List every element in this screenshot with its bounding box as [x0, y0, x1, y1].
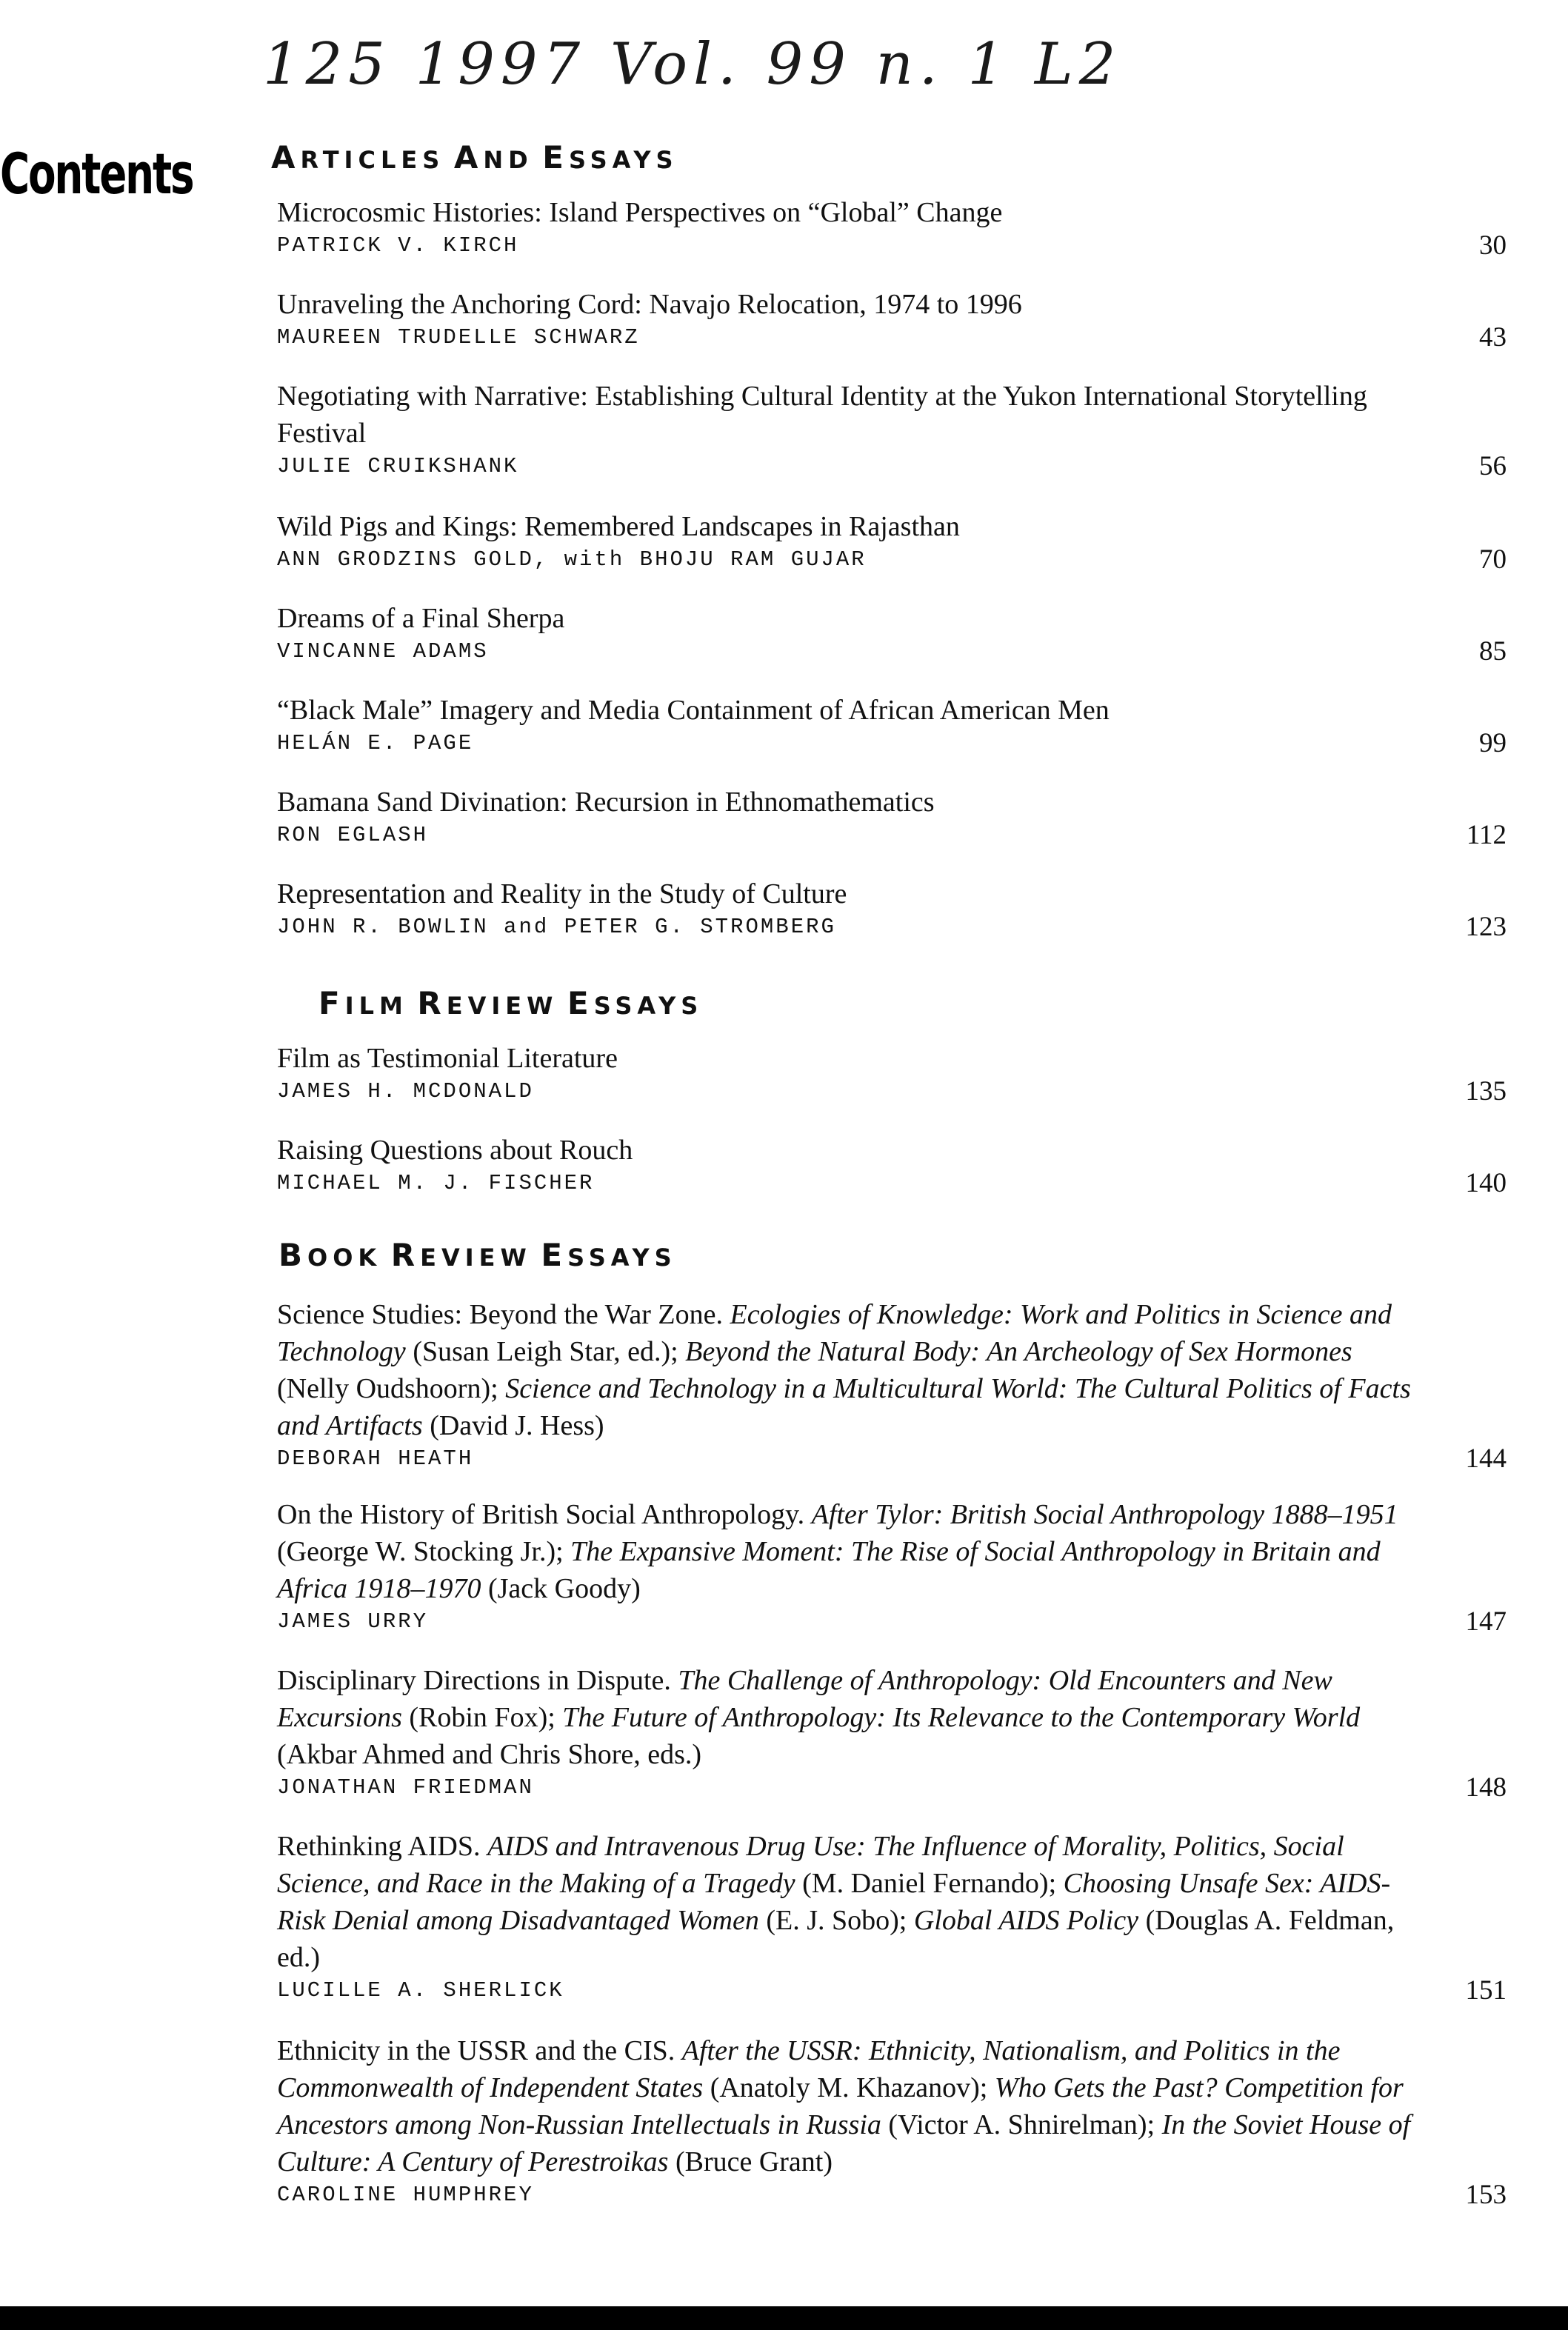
section-title: ARTICLES AND ESSAYS: [271, 139, 678, 176]
entry-title: [277, 2032, 1418, 2180]
reviewed-work-credit: (Akbar Ahmed and Chris Shore, eds.): [277, 1739, 702, 1770]
entry-title-lead: Science Studies: Beyond the War Zone.: [277, 1299, 723, 1330]
reviewed-work-credit: (David J. Hess): [422, 1410, 604, 1441]
entry-author: JONATHAN FRIEDMAN: [277, 1775, 534, 1800]
reviewed-work-credit: (Douglas A. Feldman, ed.): [277, 1905, 1395, 1973]
entry-title-lead: Representation and Reality in the Study of Culture: [277, 878, 847, 909]
entry-title-lead: Unraveling the Anchoring Cord: Navajo Relocation, 1974 to 1996: [277, 289, 1022, 320]
entry-title: [277, 692, 1418, 729]
toc-entry: [277, 286, 1507, 353]
section-title: FILM REVIEW ESSAYS: [318, 985, 704, 1021]
reviewed-work-credit: (Robin Fox);: [401, 1702, 563, 1733]
entry-page-number: 99: [1479, 728, 1507, 758]
entry-title: [277, 784, 1418, 821]
reviewed-work-title: The Future of Anthropology: Its Relevance to the Contemporary World: [562, 1702, 1361, 1733]
entry-title-lead: On the History of British Social Anthropology.: [277, 1499, 805, 1530]
reviewed-work-title: In the Soviet House of Culture: A Century of Perestroikas: [277, 2109, 1411, 2177]
reviewed-work-credit: (Anatoly M. Khazanov);: [703, 2072, 995, 2103]
reviewed-work-title: Who Gets the Past? Competition for Ancestors among Non-Russian Intellectuals in Russia: [277, 2072, 1404, 2140]
entry-title: [277, 1040, 1418, 1077]
entry-title: [277, 286, 1418, 323]
reviewed-work-title: Science and Technology in a Multicultural World: The Cultural Politics of Facts and Artifacts: [277, 1373, 1411, 1441]
reviewed-work-credit: (M. Daniel Fernando);: [795, 1868, 1064, 1899]
toc-entry: [277, 1040, 1507, 1106]
entry-author: PATRICK V. KIRCH: [277, 233, 519, 258]
toc-entry: [277, 875, 1507, 942]
entry-page-number: 30: [1479, 230, 1507, 261]
entry-page-number: 85: [1479, 636, 1507, 667]
entry-author: JAMES H. MCDONALD: [277, 1079, 534, 1104]
entry-page-number: 153: [1465, 2180, 1507, 2210]
entry-author: JULIE CRUIKSHANK: [277, 454, 519, 478]
entry-author: MAUREEN TRUDELLE SCHWARZ: [277, 325, 640, 350]
entry-title-lead: Negotiating with Narrative: Establishing Cultural Identity at the Yukon International Storytelling Festival: [277, 381, 1367, 449]
entry-title-lead: Disciplinary Directions in Dispute.: [277, 1665, 671, 1696]
toc-entry: [277, 2032, 1507, 2210]
entry-author: RON EGLASH: [277, 823, 429, 847]
reviewed-work-title: Global AIDS Policy: [913, 1905, 1139, 1936]
entry-title-lead: Rethinking AIDS.: [277, 1831, 481, 1862]
reviewed-work-title: The Expansive Moment: The Rise of Social Anthropology in Britain and Africa 1918–1970: [277, 1536, 1381, 1604]
entry-author: LUCILLE A. SHERLICK: [277, 1978, 564, 2003]
contents-label: Contents: [0, 141, 193, 207]
entry-author: ANN GRODZINS GOLD, with BHOJU RAM GUJAR: [277, 547, 867, 572]
toc-entry: [277, 600, 1507, 667]
entry-title-lead: “Black Male” Imagery and Media Containment of African American Men: [277, 695, 1110, 726]
reviewed-work-title: After Tylor: British Social Anthropology 1888–1951: [811, 1499, 1398, 1530]
entry-author: HELÁN E. PAGE: [277, 731, 474, 755]
entry-page-number: 148: [1465, 1772, 1507, 1803]
entry-page-number: 123: [1465, 912, 1507, 942]
reviewed-work-credit: (George W. Stocking Jr.);: [277, 1536, 571, 1567]
entry-title-lead: Dreams of a Final Sherpa: [277, 603, 565, 634]
entry-page-number: 70: [1479, 544, 1507, 575]
entry-title-lead: Wild Pigs and Kings: Remembered Landscapes in Rajasthan: [277, 511, 960, 542]
entry-title: [277, 1132, 1418, 1169]
entry-title: [277, 1496, 1418, 1607]
entry-title: [277, 1828, 1418, 1976]
entry-title: [277, 378, 1418, 452]
entry-title: [277, 600, 1418, 637]
toc-entry: [277, 1828, 1507, 2006]
reviewed-work-title: The Challenge of Anthropology: Old Encounters and New Excursions: [277, 1665, 1332, 1733]
toc-entry: [277, 1132, 1507, 1198]
entry-page-number: 112: [1466, 820, 1507, 850]
page-bottom-edge: [0, 2306, 1568, 2330]
reviewed-work-title: Beyond the Natural Body: An Archeology of Sex Hormones: [685, 1336, 1352, 1367]
toc-entry: [277, 1496, 1507, 1637]
reviewed-work-credit: (E. J. Sobo);: [758, 1905, 914, 1936]
entry-title: [277, 1662, 1418, 1773]
entry-author: JOHN R. BOWLIN and PETER G. STROMBERG: [277, 915, 836, 939]
toc-entry: [277, 194, 1507, 261]
entry-author: MICHAEL M. J. FISCHER: [277, 1171, 595, 1195]
entry-page-number: 135: [1465, 1076, 1507, 1106]
entry-page-number: 43: [1479, 322, 1507, 353]
reviewed-work-title: Ecologies of Knowledge: Work and Politics in Science and Technology: [277, 1299, 1392, 1367]
reviewed-work-title: AIDS and Intravenous Drug Use: The Influence of Morality, Politics, Social Science, and Race in the Making of a Tragedy: [277, 1831, 1344, 1899]
reviewed-work-credit: (Bruce Grant): [668, 2146, 833, 2177]
entry-title-lead: Film as Testimonial Literature: [277, 1043, 618, 1074]
reviewed-work-credit: (Jack Goody): [481, 1573, 641, 1604]
toc-entry: [277, 508, 1507, 575]
entry-author: CAROLINE HUMPHREY: [277, 2183, 534, 2207]
entry-page-number: 56: [1479, 451, 1507, 481]
entry-title: [277, 1296, 1418, 1444]
toc-entry: [277, 692, 1507, 758]
entry-author: JAMES URRY: [277, 1609, 429, 1634]
reviewed-work-title: After the USSR: Ethnicity, Nationalism, and Politics in the Commonwealth of Independent States: [277, 2035, 1341, 2103]
entry-page-number: 147: [1465, 1606, 1507, 1637]
entry-title-lead: Ethnicity in the USSR and the CIS.: [277, 2035, 675, 2066]
reviewed-work-credit: (Susan Leigh Star, ed.);: [405, 1336, 686, 1367]
entry-page-number: 151: [1465, 1975, 1507, 2006]
toc-entry: [277, 784, 1507, 850]
reviewed-work-credit: (Nelly Oudshoorn);: [277, 1373, 506, 1404]
toc-entry: [277, 1662, 1507, 1803]
entry-title: [277, 508, 1418, 545]
entry-title-lead: Microcosmic Histories: Island Perspectives on “Global” Change: [277, 197, 1003, 228]
section-title: BOOK REVIEW ESSAYS: [278, 1237, 677, 1273]
handwritten-shelf-note: 125 1997 Vol. 99 n. 1 L2: [263, 31, 1122, 98]
entry-page-number: 140: [1465, 1168, 1507, 1198]
entry-page-number: 144: [1465, 1443, 1507, 1474]
entry-title: [277, 194, 1418, 231]
reviewed-work-title: Choosing Unsafe Sex: AIDS-Risk Denial among Disadvantaged Women: [277, 1868, 1391, 1936]
entry-author: DEBORAH HEATH: [277, 1446, 474, 1471]
reviewed-work-credit: (Victor A. Shnirelman);: [881, 2109, 1162, 2140]
entry-title-lead: Raising Questions about Rouch: [277, 1135, 633, 1166]
toc-entry: [277, 1296, 1507, 1474]
entry-author: VINCANNE ADAMS: [277, 639, 489, 664]
entry-title-lead: Bamana Sand Divination: Recursion in Ethnomathematics: [277, 787, 935, 818]
entry-title: [277, 875, 1418, 912]
toc-entry: [277, 378, 1507, 481]
